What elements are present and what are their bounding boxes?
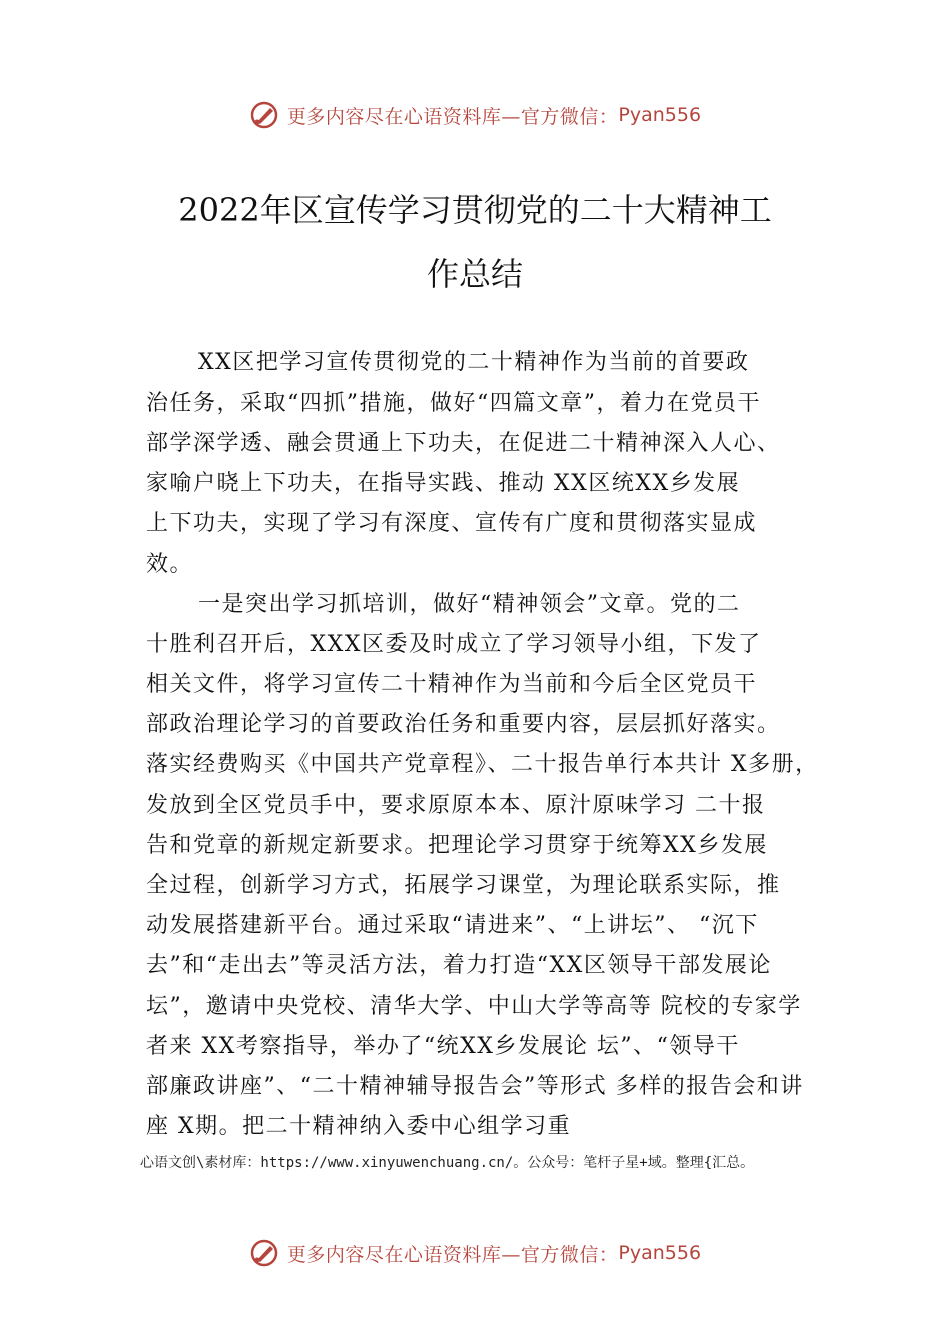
body-line: 动发展搭建新平台。通过采取“请进来”、“上讲坛”、 “沉下	[146, 913, 759, 938]
body-line: XX区把学习宣传贯彻党的二十精神作为当前的首要政	[198, 350, 750, 375]
body-line: 坛”，邀请中央党校、清华大学、中山大学等高等 院校的专家学	[146, 994, 802, 1019]
body-line: 者来 XX考察指导，举办了“统XX乡发展论 坛”、“领导干	[146, 1034, 740, 1059]
body-line: 发放到全区党员手中，要求原原本本、原汁原味学习 二十报	[146, 793, 766, 818]
body-line: 家喻户晓上下功夫，在指导实践、推动 XX区统XX乡发展	[146, 471, 741, 496]
body-line: 座 X期。把二十精神纳入委中心组学习重	[146, 1114, 572, 1139]
footer-banner	[0, 1233, 950, 1273]
body-line: 告和党章的新规定新要求。把理论学习贯穿于统筹XX乡发展	[146, 833, 768, 858]
document-title-line-1: 2022年区宣传学习贯彻党的二十大精神工	[178, 191, 772, 229]
body-line: 效。	[146, 552, 194, 577]
banner-text: 更多内容尽在心语资料库—官方微信：	[286, 105, 619, 128]
body-line: 部政治理论学习的首要政治任务和重要内容，层层抓好落实。	[146, 712, 781, 737]
body-line: 全过程，创新学习方式，拓展学习课堂，为理论联系实际，推	[146, 873, 781, 898]
body-line: 部廉政讲座”、“二十精神辅导报告会”等形式 多样的报告会和讲	[146, 1074, 804, 1099]
brush-logo-icon	[249, 100, 279, 130]
body-line: 部学深学透、融会贯通上下功夫，在促进二十精神深入人心、	[146, 431, 781, 456]
source-footnote: 心语文创\素材库：https://www.xinyuwenchuang.cn/。公众号：笔杆子星+域。整理{汇总。	[140, 1155, 755, 1171]
header-banner	[0, 95, 950, 135]
banner-text: 更多内容尽在心语资料库—官方微信：	[286, 1243, 619, 1266]
body-line: 相关文件，将学习宣传二十精神作为当前和今后全区党员干	[146, 672, 758, 697]
body-line: 治任务，采取“四抓”措施，做好“四篇文章”，着力在党员干	[146, 391, 761, 416]
document-title-line-2: 作总结	[426, 255, 523, 293]
banner-account: Pyan556	[618, 1242, 702, 1264]
body-line: 上下功夫，实现了学习有深度、宣传有广度和贯彻落实显成	[146, 511, 758, 536]
brush-logo-icon	[249, 1238, 279, 1268]
banner-account: Pyan556	[618, 104, 702, 126]
body-line: 去”和“走出去”等灵活方法，着力打造“XX区领导干部发展论	[146, 953, 772, 978]
body-line: 落实经费购买《中国共产党章程》、二十报告单行本共计 X多册，	[146, 752, 819, 777]
body-line: 十胜利召开后，XXX区委及时成立了学习领导小组，下发了	[146, 632, 762, 657]
body-line: 一是突出学习抓培训，做好“精神领会”文章。党的二	[198, 592, 741, 617]
